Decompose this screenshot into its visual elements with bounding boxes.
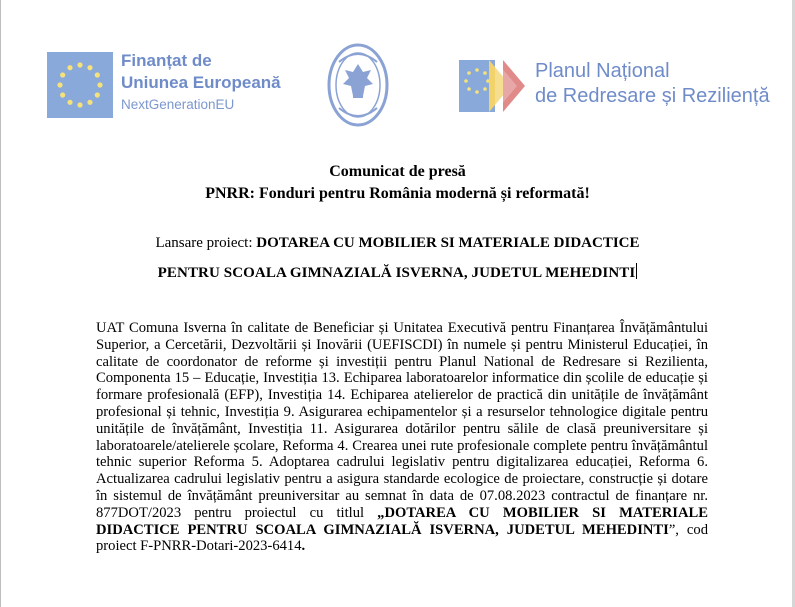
eu-star-icon	[77, 62, 82, 67]
launch-prefix: Lansare proiect:	[155, 235, 257, 251]
body-project-title: „DOTAREA CU MOBILIER SI MATERIALE DIDACTICE PENTRU SCOALA GIMNAZIALĂ ISVERNA, JUDETUL MEHEDINTI	[96, 504, 708, 538]
eu-star-icon	[87, 65, 92, 70]
pnrr-label-line1: Planul Național	[535, 60, 670, 82]
eu-star-icon	[97, 82, 102, 87]
press-release-header	[0, 161, 795, 205]
eu-funding-label	[121, 50, 281, 116]
project-launch-line1	[0, 228, 795, 258]
project-launch-heading	[0, 228, 795, 288]
eu-star-icon	[60, 72, 65, 77]
eu-flag-icon	[47, 52, 113, 118]
body-final-period: .	[301, 538, 306, 555]
press-release-title: Comunicat de presă	[329, 163, 466, 180]
press-release-body[interactable]	[96, 320, 708, 555]
eu-star-icon	[67, 65, 72, 70]
body-project-code: ”, cod proiect F-PNRR-Dotari-2023-6414	[96, 521, 708, 555]
project-name-line1: DOTAREA CU MOBILIER SI MATERIALE DIDACTICE	[256, 235, 640, 251]
romanian-government-seal-icon	[327, 42, 389, 128]
project-name-line2: PENTRU SCOALA GIMNAZIALĂ ISVERNA, JUDETUL MEHEDINTI	[157, 265, 636, 281]
pnrr-label	[535, 59, 770, 109]
eu-star-icon	[95, 72, 100, 77]
eu-star-icon	[95, 92, 100, 97]
logo-banner	[0, 0, 795, 140]
eu-funding-line3: NextGenerationEU	[121, 97, 235, 112]
eu-star-icon	[77, 102, 82, 107]
pnrr-label-line2: de Redresare și Reziliență	[535, 85, 770, 107]
text-cursor	[636, 263, 637, 279]
eu-star-icon	[87, 100, 92, 105]
pnrr-logo-icon	[459, 58, 531, 114]
eu-funding-line2: Uniunea Europeană	[121, 73, 281, 92]
body-paragraph-text: UAT Comuna Isverna în calitate de Beneficiar și Unitatea Executivă pentru Finanțarea Învățământului Superior, a Cercetării, Dezvoltării și Inovării (UEFISCDI) în numele și pentru Ministerul Educației, în calitate de coordonator de reforme și investiții pentru Planul National de Redresare si Rezilienta, Componenta 15 – Educație, Investiția 13. Echiparea laboratoarelor informatice din școlile de educație și formare profesională (EFP), Investiția 14. Echiparea atelierelor de practică din unitățile de învățământ profesional și tehnic, Investiția 9. Asigurarea echipamentelor și a resurselor tehnologice digitale pentru unitățile de învățământ, Investiția 11. Asigurarea dotărilor pentru sălile de clasă preuniversitare și laboratoarele/atelierele școlare, Reforma 4. Crearea unei rute profesionale complete pentru învățământul tehnic superior Reforma 5. Adoptarea cadrului legislativ pentru digitalizarea educației, Reforma 6. Actualizarea cadrului legislativ pentru a asigura standarde ecologice de proiectare, construcție și dotare în sistemul de învățământ preuniversitar au semnat în data de 07.08.2023 contractul de finanțare nr. 877DOT/2023 pentru proiectul cu titlul	[96, 320, 708, 521]
eu-star-icon	[67, 100, 72, 105]
eu-star-icon	[57, 82, 62, 87]
project-launch-line2	[0, 258, 795, 288]
eu-funding-line1: Finanțat de	[121, 51, 212, 70]
press-release-subtitle: PNRR: Fonduri pentru România modernă și reformată!	[205, 185, 590, 202]
eu-star-icon	[60, 92, 65, 97]
